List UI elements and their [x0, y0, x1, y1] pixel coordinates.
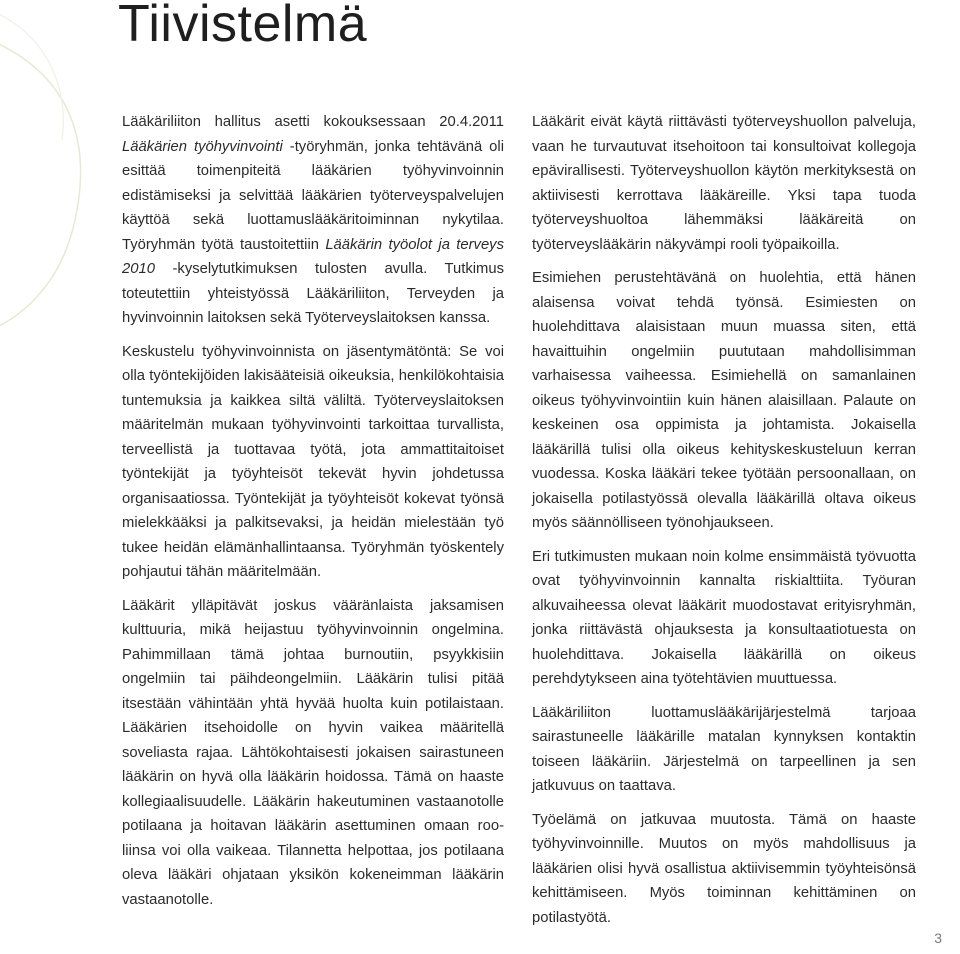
occupational-health-paragraph: Lääkärit eivät käytä riittävästi työterveyshuollon palveluja, vaan he turvautuvat itsehoitoon tai konsultoivat kollegoja epävirallisesti. Työterveyshuollon käytön merkityksestä on aktiivisesti kerrottava lääkäreille. Yksi tapa tuoda työterveyshuoltoa lähemmäksi lääkäreitä on työterveyslääkärin näkyvämpi rooli työpaikoilla.: [532, 114, 916, 253]
decorative-curve-2: [0, 10, 63, 140]
page-title: Tiivistelmä: [118, 0, 368, 53]
left-column: [122, 110, 504, 921]
text-run: Lääkäriliiton hallitus asetti kokouksessaan 20.4.2011: [122, 114, 504, 130]
italic-title-run: Lääkärin työolot ja terveys 2010: [122, 236, 504, 277]
right-column: [532, 110, 916, 939]
definition-paragraph: Keskustelu työhyvinvoinnista on jäsentymätöntä: Se voi olla työntekijöiden lakisääteisiä oikeuksia, henkilökohtaisia tuntemuksia ja kaikkea siltä väliltä. Työterveyslaitoksen määritelmän mukaan työhyvinvointi tarkoittaa turvallista, terveellistä ja tuottavaa työtä, jota ammattitaitoiset työntekijät ja työyhteisöt tekevät hyvin johdetussa organisaatiossa. Työntekijät ja työyhteisöt kokevat työnsä mielekkääksi ja palkitsevaksi, ja heidän mielestään työ tukee heidän elämänhallintaansa. Työryhmän työskentely pohjautui tähän määritelmään.: [122, 343, 504, 580]
text-run: -työryhmän, jonka tehtävänä oli esittää toimenpiteitä lääkärien työhyvinvoinnin edistämiseksi ja selvittää lääkärien työterveyspalvelujen käyttöä sekä luottamuslääkäritoiminnan nykytilaa. Työryhmän työtä taustoitettiin: [122, 138, 504, 253]
culture-paragraph: Lääkärit ylläpitävät joskus vääränlaista jaksamisen kulttuuria, mikä heijastuu työhyvinvoinnin ongelmina. Pahimmillaan tämä johtaa burnoutiin, psyykkisiin ongelmiin tai päihdeongelmiin. Lääkärin tulisi pitää itsestään vähintään yhtä hyvää huolta kuin potilaistaan. Lääkärien itsehoidolle on hyvin vaikea määritellä soveliasta rajaa. Lähtökohtaisesti jokaisen sairastuneen lääkärin on hyvä olla lääkärin hoidossa. Tämä on haaste kollegiaalisuudelle. Lääkärin hakeutuminen vastaanotolle potilaana ja hoitavan lääkärin asettuminen omaan rooliinsa voi olla vaikeaa. Tilannetta helpottaa, jos potilaana oleva lääkäri ohjataan yksikön kokeneimman lääkärin vastaanotolle.: [122, 597, 504, 908]
decorative-curve-1: [0, 40, 81, 330]
intro-paragraph: [122, 110, 504, 331]
page-number: 3: [934, 930, 942, 946]
text-run: -kyselytutkimuksen tulosten avulla. Tutkimus toteutettiin yhteistyössä Lääkäriliiton, Terveyden ja hyvinvoinnin laitoksen sekä Työterveyslaitoksen kanssa.: [122, 261, 504, 326]
supervisor-paragraph: Esimiehen perustehtävänä on huolehtia, että hänen alaisensa voivat tehdä työnsä. Esimiesten on huolehdittava alaisistaan muun muassa siten, että havaittuihin ongelmiin puututaan mahdollisimman varhaisessa vaiheessa. Esimiehellä on samanlainen oikeus työhyvinvointiin kuin hänen alaisillaan. Palaute on keskeinen osa oppimista ja johtamista. Jokaisella lääkärillä tulisi olla oikeus kehityskeskusteluun kerran vuodessa. Koska lääkäri tekee työtään persoonallaan, on jokaisella potilastyössä olevalla lääkärillä oltava oikeus myös säännölliseen työnohjaukseen.: [532, 270, 916, 531]
early-career-paragraph: Eri tutkimusten mukaan noin kolme ensimmäistä työvuotta ovat työhyvinvoinnin kannalta riskialttiita. Työuran alkuvaiheessa olevat lääkärit muodostavat erityisryhmän, jonka riittävästä ohjauksesta ja konsultaatiotuesta on huolehdittava. Jokaisella lääkärillä on oikeus perehdytykseen aina työtehtävien muuttuessa.: [532, 548, 916, 687]
change-paragraph: Työelämä on jatkuvaa muutosta. Tämä on haaste työhyvinvoinnille. Muutos on myös mahdollisuus ja lääkärien olisi hyvä osallistua aktiivisemmin työyhteisönsä kehittämiseen. Myös toiminnan kehittäminen on potilastyötä.: [532, 811, 916, 926]
trust-doctor-paragraph: Lääkäriliiton luottamuslääkärijärjestelmä tarjoaa sairastuneelle lääkärille matalan kynnyksen kontaktin toiseen lääkäriin. Järjestelmä on tarpeellinen ja sen jatkuvuus on taattava.: [532, 704, 916, 794]
italic-title-run: Lääkärien työhyvinvointi: [122, 138, 283, 155]
